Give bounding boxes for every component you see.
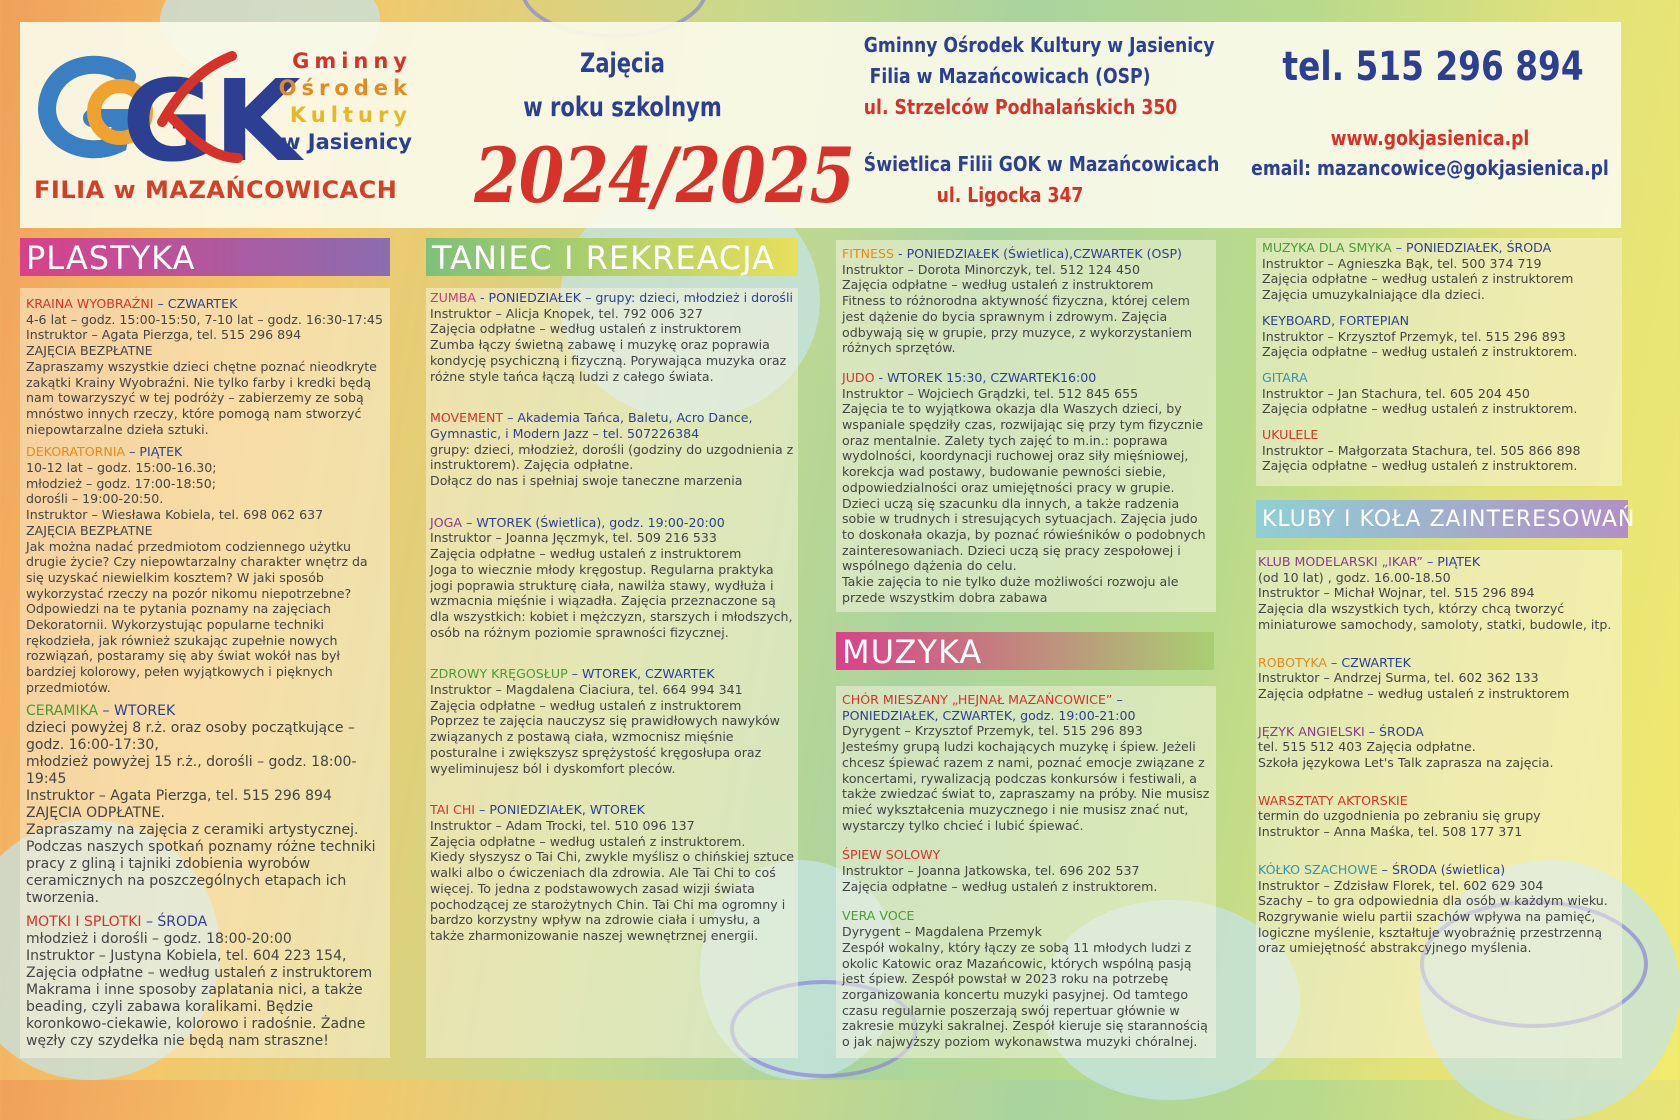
header-panel — [20, 22, 1621, 228]
header-rok-szkolny: w roku szkolnym — [523, 92, 722, 123]
activity-days: – CZWARTEK — [1327, 654, 1411, 670]
addr-line-5: ul. Ligocka 347 — [936, 183, 1084, 207]
activity-name: KLUB MODELARSKI „IKAR” — [1258, 554, 1423, 569]
activity-days: – WTOREK (Świetlica), godz. 19:00-20:00 — [462, 514, 725, 530]
activity-name: CERAMIKA — [26, 702, 99, 719]
activity-name: JOGA — [430, 514, 463, 530]
activity-block — [430, 290, 794, 384]
activity-title — [1262, 240, 1616, 256]
activity-text: Instruktor – Anna Maśka, tel. 508 177 371 — [1258, 824, 1523, 840]
activity-name: ROBOTYKA — [1258, 654, 1328, 670]
section-banner-kluby: KLUBY I KOŁA ZAINTERESOWAŃ — [1256, 500, 1628, 538]
activity-days: – ŚRODA — [141, 913, 208, 930]
header-addresses — [840, 30, 1220, 211]
activity-text: grupy: dzieci, młodzież, dorośli (godziny do uzgodnienia z instruktorem). Zajęcia odpłatne. — [430, 441, 794, 473]
activity-text: ZAJĘCIA BEZPŁATNE — [26, 343, 153, 359]
activity-days: – PONIEDZIAŁEK, WTOREK — [475, 802, 645, 818]
header-zajecia: Zajęcia — [580, 48, 665, 79]
activity-text: Instruktor – Adam Trocki, tel. 510 096 137 — [430, 817, 695, 833]
activity-block — [430, 410, 794, 489]
activity-days: – WTOREK — [98, 702, 176, 719]
logo-word-3: Kultury — [289, 103, 412, 127]
activity-text: Instruktor – Agata Pierzga, tel. 515 296 894 — [26, 327, 302, 343]
activity-block — [26, 703, 384, 907]
activity-text: Kiedy słyszysz o Tai Chi, zwykle myślisz o chińskiej sztuce walki albo o ćwiczeniach dla zdrowia. Ale Tai Chi to coś więcej. To jedna z podstawowych zasad wizji świata pochodzącej ze starożytnych Chin. Tai Chi ma ogromny i bardzo korzystny wpływ na zdrowie ciała i umysłu, a także zharmonizowanie naszej wewnętrznej energii. — [430, 849, 794, 943]
activity-text: Jak można nadać przedmiotom codziennego użytku drugie życie? Czy niepowtarzalny charakter wnętrz da się uzyskać niewielkim kosztem? W jaki sposób wykorzystać rzeczy na pozór nikomu niepotrzebne? Odpowiedzi na te pytania poznamy na zajęciach Dekoratornii. Wykorzystując popularne techniki rękodzieła, jak również szukając zupełnie nowych rozwiązań, postaramy się aby świat wokół nas był bardziej kolorowy, pełen wyjątkowych i pięknych przedmiotów. — [26, 538, 368, 695]
activity-block — [430, 515, 794, 641]
activity-days: – PIĄTEK — [1422, 554, 1481, 569]
activity-text: Poprzez te zajęcia nauczysz się prawidłowych nawyków związanych z postawą ciała, wzmocnisz mięśnie posturalne i zwiększysz sprężystość kręgosłupa oraz wyeliminujesz ból i dyskomfort pleców. — [430, 713, 780, 776]
panel-muzyka — [836, 686, 1216, 1058]
section-banner-muzyka: MUZYKA — [836, 632, 1214, 670]
logo-word-2: Ośrodek — [278, 76, 412, 100]
activity-text: Szkoła językowa Let's Talk zaprasza na zajęcia. — [1258, 755, 1554, 771]
activity-text: Zajęcia odpłatne – według ustaleń z instruktorem — [26, 964, 373, 981]
activity-text: Zapraszamy na zajęcia z ceramiki artystycznej. Podczas naszych spotkań poznamy różne techniki pracy z gliną i tajniki zdobienia wyrobów ceramicznych na poszczególnych etapach ich tworzenia. — [26, 821, 376, 906]
activity-title — [430, 515, 794, 531]
activity-text: Zumba łączy świetną zabawę i muzykę oraz poprawia kondycję psychiczną i fizyczną. Porywająca muzyka oraz różne style tańca łączą ludzi z całego świata. — [430, 337, 787, 384]
activity-title — [430, 290, 794, 306]
activity-text: Instruktor – Justyna Kobiela, tel. 604 223 154, — [26, 947, 347, 964]
activity-days: – PONIEDZIAŁEK, ŚRODA — [1391, 240, 1552, 255]
activity-title — [842, 246, 1210, 262]
activity-name: GITARA — [1262, 369, 1308, 385]
activity-title — [842, 908, 1210, 924]
column-fitness-judo — [836, 240, 1216, 625]
column-instrumenty — [1256, 238, 1622, 486]
activity-title — [26, 296, 384, 312]
activity-text: Instruktor – Alicja Knopek, tel. 792 006 327 — [430, 305, 703, 321]
activity-text: Zajęcia odpłatne – według ustaleń z instruktorem — [430, 697, 742, 713]
activity-text: młodzież powyżej 15 r.ż., dorośli – godz. 18:00-19:45 — [26, 753, 357, 787]
activity-text: Instruktor – Dorota Minorczyk, tel. 512 124 450 — [842, 261, 1140, 277]
activity-block — [1262, 427, 1616, 474]
activity-name: MOVEMENT — [430, 410, 504, 426]
activity-text: Takie zajęcia to nie tylko duże możliwości rozwoju ale przede wszystkim dobra zabawa — [842, 574, 1179, 605]
header-season — [450, 42, 855, 222]
activity-text: młodzież i dorośli – godz. 18:00-20:00 — [26, 930, 292, 947]
activity-text: Instruktor – Joanna Jatkowska, tel. 696 202 537 — [842, 863, 1140, 879]
activity-title — [1262, 313, 1616, 329]
activity-text: Zajęcia odpłatne – według ustaleń z instruktorem — [842, 277, 1154, 293]
activity-text: Instruktor – Michał Wojnar, tel. 515 296 894 — [1258, 585, 1535, 601]
panel-plastyka — [20, 288, 390, 1058]
activity-block — [1262, 370, 1616, 417]
logo-mark-letter: GK — [122, 57, 301, 187]
activity-name: DEKORATORNIA — [26, 444, 126, 460]
activity-title — [842, 370, 1210, 386]
activity-block — [1258, 724, 1620, 771]
logo-word-1: Gminny — [292, 49, 412, 73]
activity-title — [430, 802, 794, 818]
activity-name: WARSZTATY AKTORSKIE — [1258, 792, 1408, 808]
activity-text: Instruktor – Wiesława Kobiela, tel. 698 062 637 — [26, 507, 324, 523]
activity-title — [26, 914, 384, 931]
activity-block — [1258, 655, 1620, 702]
section-banner-taniec: TANIEC I REKREACJA — [426, 238, 798, 276]
column-taniec — [426, 288, 798, 972]
activity-title — [1258, 862, 1620, 878]
activity-text: termin do uzgodnienia po zebraniu się grupy — [1258, 808, 1541, 824]
activity-block — [26, 914, 384, 1050]
activity-title — [430, 666, 794, 682]
activity-name: KEYBOARD, FORTEPIAN — [1262, 312, 1410, 328]
header-email[interactable]: email: mazancowice@gokjasienica.pl — [1251, 156, 1609, 180]
activity-text: Instruktor – Zdzisław Florek, tel. 602 629 304 — [1258, 877, 1544, 893]
activity-text: Zajęcia odpłatne – według ustaleń z instruktorem. — [842, 878, 1158, 894]
activity-text: Makrama i inne sposoby zaplatania nici, a także beading, czyli zabawa koralikami. Będzie koronkowo-ciekawie, kolorowo i radośnie. Żadne węzły czy szydełka nie będą nam straszne! — [26, 981, 366, 1049]
activity-days: – PONIEDZIAŁEK, CZWARTEK, godz. 19:00-21:00 — [842, 692, 1136, 723]
section-banner-plastyka: PLASTYKA — [20, 238, 390, 276]
activity-days: – PIĄTEK — [125, 444, 183, 460]
activity-name: KÓŁKO SZACHOWE — [1258, 861, 1378, 877]
activity-title — [1258, 554, 1620, 570]
activity-text: Zajęcia odpłatne – według ustaleń z instruktorem. — [430, 833, 746, 849]
activity-text: dzieci powyżej 8 r.ż. oraz osoby początkujące – godz. 16:00-17:30, — [26, 719, 355, 753]
activity-title — [1262, 427, 1616, 443]
activity-text: Zajęcia umuzykalniające dla dzieci. — [1262, 287, 1485, 303]
activity-text: ZAJĘCIA ODPŁATNE. — [26, 804, 165, 821]
activity-text: 4-6 lat – godz. 15:00-15:50, 7-10 lat – godz. 16:30-17:45 — [26, 311, 383, 327]
activity-text: Instruktor – Jan Stachura, tel. 605 204 450 — [1262, 385, 1530, 401]
activity-text: (od 10 lat) , godz. 16.00-18.50 — [1258, 569, 1451, 585]
logo-word-4: w Jasienicy — [281, 130, 412, 154]
activity-title — [26, 703, 384, 720]
activity-name: KRAINA WYOBRAŹNI — [26, 296, 154, 311]
activity-text: ZAJĘCIA BEZPŁATNE — [26, 522, 153, 538]
activity-name: JĘZYK ANGIELSKI — [1258, 723, 1365, 739]
activity-text: Jesteśmy grupą ludzi kochających muzykę i śpiew. Jeżeli chcesz śpiewać razem z nami, poznać emocje związane z koncertami, rywalizacją podczas konkursów i festiwali, a także zwiedzać świat to, zapraszamy na próby. Nie musisz mieć wykształcenia muzycznego i nie musisz znać nut, wystarczy tylko chcieć i lubić śpiewać. — [842, 739, 1210, 833]
activity-text: Fitness to różnorodna aktywność fizyczna, której celem jest dążenie do bycia sprawnym i zdrowym. Zajęcia odbywają się w grupie, przy muzyce, z wykorzystaniem różnych sprzętów. — [842, 293, 1192, 356]
activity-name: CHÓR MIESZANY „HEJNAŁ MAZAŃCOWICE” — [842, 692, 1113, 707]
activity-text: tel. 515 512 403 Zajęcia odpłatne. — [1258, 739, 1476, 755]
activity-text: Szachy – to gra odpowiednia dla osób w każdym wieku. Rozgrywanie wielu partii szachów wpływa na pamięć, logiczne myślenie, kształtuje wyobraźnię przestrzenną oraz umiejętność abstrakcyjnego myślenia. — [1258, 893, 1608, 956]
activity-text: Zajęcia dla wszystkich tych, którzy chcą tworzyć miniaturowe samochody, samoloty, statki, budowle, itp. — [1258, 601, 1612, 632]
activity-name: ŚPIEW SOLOWY — [842, 847, 941, 863]
activity-block — [1258, 793, 1620, 840]
panel-kluby — [1256, 550, 1622, 1058]
addr-line-1: Gminny Ośrodek Kultury w Jasienicy — [863, 33, 1215, 57]
activity-text: Instruktor – Agata Pierzga, tel. 515 296 894 — [26, 787, 332, 804]
activity-days: – Akademia Tańca, Baletu, Acro Dance, Gymnastic, i Modern Jazz – tel. 507226384 — [430, 410, 753, 441]
activity-days: - PONIEDZIAŁEK – grupy: dzieci, młodzież i dorośli — [475, 290, 793, 305]
activity-days: - WTOREK 15:30, CZWARTEK16:00 — [874, 369, 1097, 385]
activity-name: ZDROWY KRĘGOSŁUP — [430, 666, 568, 682]
activity-block — [1258, 862, 1620, 956]
activity-text: Dołącz do nas i spełniaj swoje taneczne marzenia — [430, 473, 743, 489]
activity-name: MUZYKA DLA SMYKA — [1262, 240, 1392, 255]
activity-days: - PONIEDZIAŁEK (Świetlica),CZWARTEK (OSP) — [894, 246, 1182, 261]
activity-name: ZUMBA — [430, 290, 476, 305]
activity-text: młodzież – godz. 17:00-18:50; — [26, 475, 217, 491]
activity-block — [842, 246, 1210, 356]
activity-text: Instruktor – Agnieszka Bąk, tel. 500 374 719 — [1262, 255, 1542, 271]
activity-title — [842, 692, 1210, 723]
activity-block — [842, 370, 1210, 606]
activity-block — [842, 847, 1210, 894]
logo-filia: FILIA w MAZAŃCOWICACH — [34, 176, 398, 204]
gok-logo — [32, 48, 301, 187]
activity-title — [1258, 655, 1620, 671]
activity-title — [430, 410, 794, 441]
activity-text: Zapraszamy wszystkie dzieci chętne poznać nieodkryte zakątki Krainy Wyobraźni. Nie tylko farby i kredki będą nam towarzyszyć w tej podróży – zabierzemy ze sobą mnóstwo innych rzeczy, które pomogą nam stworzyć niepowtarzalne dzieła sztuki. — [26, 358, 377, 437]
activity-text: Dyrygent – Magdalena Przemyk — [842, 924, 1042, 940]
activity-title — [1258, 724, 1620, 740]
activity-block — [26, 444, 384, 695]
activity-block — [842, 908, 1210, 1049]
activity-text: Zajęcia odpłatne – według ustaleń z instruktorem. — [1262, 401, 1578, 417]
activity-text: Zajęcia odpłatne – według ustaleń z instruktorem — [430, 546, 742, 562]
activity-days: – WTOREK, CZWARTEK — [567, 666, 715, 682]
activity-text: Zajęcia odpłatne – według ustaleń z instruktorem — [1258, 685, 1570, 701]
activity-name: UKULELE — [1262, 427, 1319, 443]
header-phone: tel. 515 296 894 — [1282, 44, 1584, 90]
activity-title — [1258, 793, 1620, 809]
header-year: 2024/2025 — [474, 131, 855, 220]
activity-text: dorośli – 19:00-20:50. — [26, 491, 164, 507]
activity-text: Zajęcia odpłatne – według ustaleń z instruktorem — [430, 321, 742, 337]
panel-taniec — [426, 288, 798, 1058]
column-plastyka — [20, 288, 390, 1065]
activity-block — [1262, 313, 1616, 360]
activity-days: – ŚRODA (świetlica) — [1377, 861, 1506, 877]
activity-text: Instruktor – Andrzej Surma, tel. 602 362 133 — [1258, 670, 1539, 686]
activity-text: Zajęcia te to wyjątkowa okazja dla Waszych dzieci, by wspaniale spędziły czas, rozwijając się przy tym fizycznie oraz mentalnie. Zalety tych zajęć to m.in.: poprawa wydolności, koordynacji ruchowej oraz siły mięśniowej, korekcja wad postawy, budowanie pewności siebie, odpowiedzialności oraz umiejętności pracy w grupie. Dzieci uczą się szacunku dla innych, a także radzenia sobie w trudnych i stresujących sytuacjach. Zajęcia judo to doskonała okazja, by poznać rówieśników o podobnych zainteresowaniach. Dzieci uczą się pracy zespołowej i wspólnego dążenia do celu. — [842, 401, 1206, 574]
addr-line-4: Świetlica Filii GOK w Mazańcowicach — [863, 152, 1220, 176]
activity-name: MOTKI I SPLOTKI — [26, 913, 142, 930]
activity-text: Instruktor – Wojciech Grądzki, tel. 512 845 655 — [842, 385, 1139, 401]
activity-name: TAI CHI — [430, 802, 476, 818]
activity-title — [26, 444, 384, 460]
activity-block — [26, 296, 384, 437]
activity-name: VERA VOCE — [842, 908, 915, 924]
activity-text: Instruktor – Magdalena Ciaciura, tel. 664 994 341 — [430, 682, 743, 698]
logo-words — [256, 48, 412, 156]
activity-text: Zajęcia odpłatne – według ustaleń z instruktorem — [1262, 271, 1574, 287]
activity-text: Zajęcia odpłatne – według ustaleń z instruktorem. — [1262, 344, 1578, 360]
activity-block — [430, 802, 794, 943]
panel-muzyka-instrumenty — [1256, 238, 1622, 486]
header-website[interactable]: www.gokjasienica.pl — [1330, 126, 1530, 150]
panel-fitness-judo — [836, 240, 1216, 612]
activity-text: Zajęcia odpłatne – według ustaleń z instruktorem. — [1262, 458, 1578, 474]
activity-block — [430, 666, 794, 776]
activity-days: – CZWARTEK — [153, 296, 238, 311]
activity-title — [1262, 370, 1616, 386]
addr-line-3: ul. Strzelców Podhalańskich 350 — [863, 95, 1178, 119]
activity-block — [842, 692, 1210, 833]
activity-days: – ŚRODA — [1364, 723, 1424, 739]
activity-text: Instruktor – Krzysztof Przemyk, tel. 515 296 893 — [1262, 328, 1566, 344]
column-kluby — [1256, 550, 1622, 982]
activity-text: 10-12 lat – godz. 15:00-16.30; — [26, 460, 217, 476]
column-muzyka — [836, 686, 1216, 1070]
activity-text: Instruktor – Małgorzata Stachura, tel. 505 866 898 — [1262, 442, 1581, 458]
activity-title — [842, 847, 1210, 863]
activity-block — [1262, 240, 1616, 303]
addr-line-2: Filia w Mazańcowicach (OSP) — [869, 64, 1151, 88]
activity-name: JUDO — [842, 369, 875, 385]
activity-text: Dyrygent – Krzysztof Przemyk, tel. 515 296 893 — [842, 723, 1143, 739]
activity-block — [1258, 554, 1620, 633]
activity-text: Instruktor – Joanna Jęczmyk, tel. 509 216 533 — [430, 530, 717, 546]
activity-name: FITNESS — [842, 246, 895, 261]
activity-text: Zespół wokalny, który łączy ze sobą 11 młodych ludzi z okolic Katowic oraz Mazańcowic, których wspólną pasją jest śpiew. Zespół powstał w 2023 roku na potrzebę zorganizowania koncertu muzyki pasyjnej. Od tamtego czasu regularnie poszerzają swój repertuar głównie w zakresie muzyki sakralnej. Zespół kieruje się starannością o jak najwyższy poziom wykonawstwa muzyki chóralnej. — [842, 939, 1208, 1050]
activity-text: Joga to wiecznie młody kręgostup. Regularna praktyka jogi poprawia strukturę ciała, nawilża stawy, wydłuża i wzmacnia mięśnie i wiązadła. Zajęcia przeznaczone są dla wszystkich: kobiet i mężczyzn, starszych i młodszych, osób na różnym poziomie sprawności fizycznej. — [430, 561, 793, 640]
